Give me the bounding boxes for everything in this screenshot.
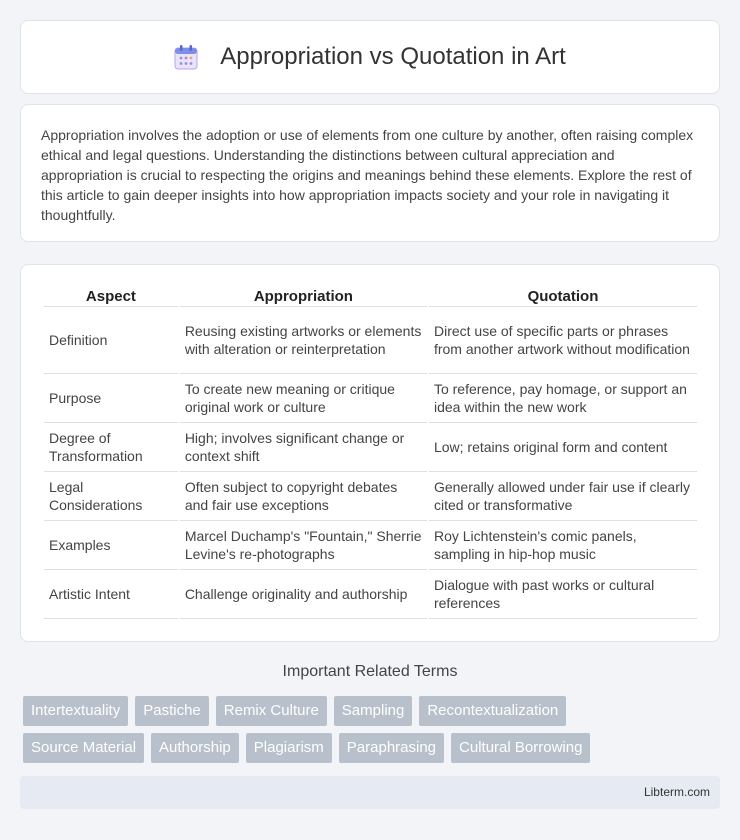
table-cell: Roy Lichtenstein's comic panels, sampling in hip-hop music bbox=[429, 521, 697, 570]
table-header-row bbox=[44, 285, 697, 307]
tag-pastiche[interactable]: Pastiche bbox=[135, 696, 209, 726]
footer bbox=[20, 776, 720, 809]
calendar-icon bbox=[174, 44, 198, 70]
table-row bbox=[44, 307, 697, 374]
tag-row bbox=[23, 733, 723, 763]
table-row bbox=[44, 521, 697, 570]
tag-sampling[interactable]: Sampling bbox=[334, 696, 413, 726]
related-terms-title: Important Related Terms bbox=[282, 663, 458, 680]
table-row bbox=[44, 472, 697, 521]
table-row bbox=[44, 570, 697, 619]
table-cell: Dialogue with past works or cultural references bbox=[429, 570, 697, 619]
column-header-quotation: Quotation bbox=[429, 285, 697, 307]
comparison-table bbox=[42, 285, 699, 619]
table-cell: Low; retains original form and content bbox=[429, 423, 697, 472]
tag-cultural-borrowing[interactable]: Cultural Borrowing bbox=[451, 733, 590, 763]
tag-source-material[interactable]: Source Material bbox=[23, 733, 144, 763]
table-row bbox=[44, 423, 697, 472]
table-cell: Reusing existing artworks or elements with alteration or reinterpretation bbox=[180, 307, 427, 374]
table-cell: Generally allowed under fair use if clearly cited or transformative bbox=[429, 472, 697, 521]
table-cell: Challenge originality and authorship bbox=[180, 570, 427, 619]
table-cell: Examples bbox=[44, 521, 178, 570]
tag-authorship[interactable]: Authorship bbox=[151, 733, 239, 763]
header-card bbox=[20, 20, 720, 94]
footer-site-link[interactable]: Libterm.com bbox=[643, 785, 710, 799]
related-terms-tags bbox=[23, 696, 723, 770]
table-cell: Direct use of specific parts or phrases from another artwork without modification bbox=[429, 307, 697, 374]
intro-card bbox=[20, 104, 720, 242]
page-title: Appropriation vs Quotation in Art bbox=[220, 43, 566, 70]
tag-paraphrasing[interactable]: Paraphrasing bbox=[339, 733, 444, 763]
table-cell: To create new meaning or critique original work or culture bbox=[180, 374, 427, 423]
intro-text: Appropriation involves the adoption or use of elements from one culture by another, often raising complex ethical and legal questions. Understanding the distinctions between cultural appreciation and appropriation is crucial to respecting the origins and meanings behind these elements. Explore the rest of this article to gain deeper insights into how appropriation impacts society and your role in navigating it thoughtfully. bbox=[41, 127, 694, 223]
tag-row bbox=[23, 696, 723, 726]
table-cell: Artistic Intent bbox=[44, 570, 178, 619]
tag-remix-culture[interactable]: Remix Culture bbox=[216, 696, 327, 726]
table-cell: Often subject to copyright debates and fair use exceptions bbox=[180, 472, 427, 521]
tag-recontextualization[interactable]: Recontextualization bbox=[419, 696, 566, 726]
table-cell: Purpose bbox=[44, 374, 178, 423]
tag-intertextuality[interactable]: Intertextuality bbox=[23, 696, 128, 726]
tag-plagiarism[interactable]: Plagiarism bbox=[246, 733, 332, 763]
table-cell: High; involves significant change or context shift bbox=[180, 423, 427, 472]
column-header-aspect: Aspect bbox=[44, 285, 178, 307]
table-cell: Degree of Transformation bbox=[44, 423, 178, 472]
table-row bbox=[44, 374, 697, 423]
comparison-table-card bbox=[20, 264, 720, 642]
table-cell: Definition bbox=[44, 307, 178, 374]
table-cell: Marcel Duchamp's "Fountain," Sherrie Levine's re-photographs bbox=[180, 521, 427, 570]
table-cell: To reference, pay homage, or support an idea within the new work bbox=[429, 374, 697, 423]
table-cell: Legal Considerations bbox=[44, 472, 178, 521]
column-header-appropriation: Appropriation bbox=[180, 285, 427, 307]
